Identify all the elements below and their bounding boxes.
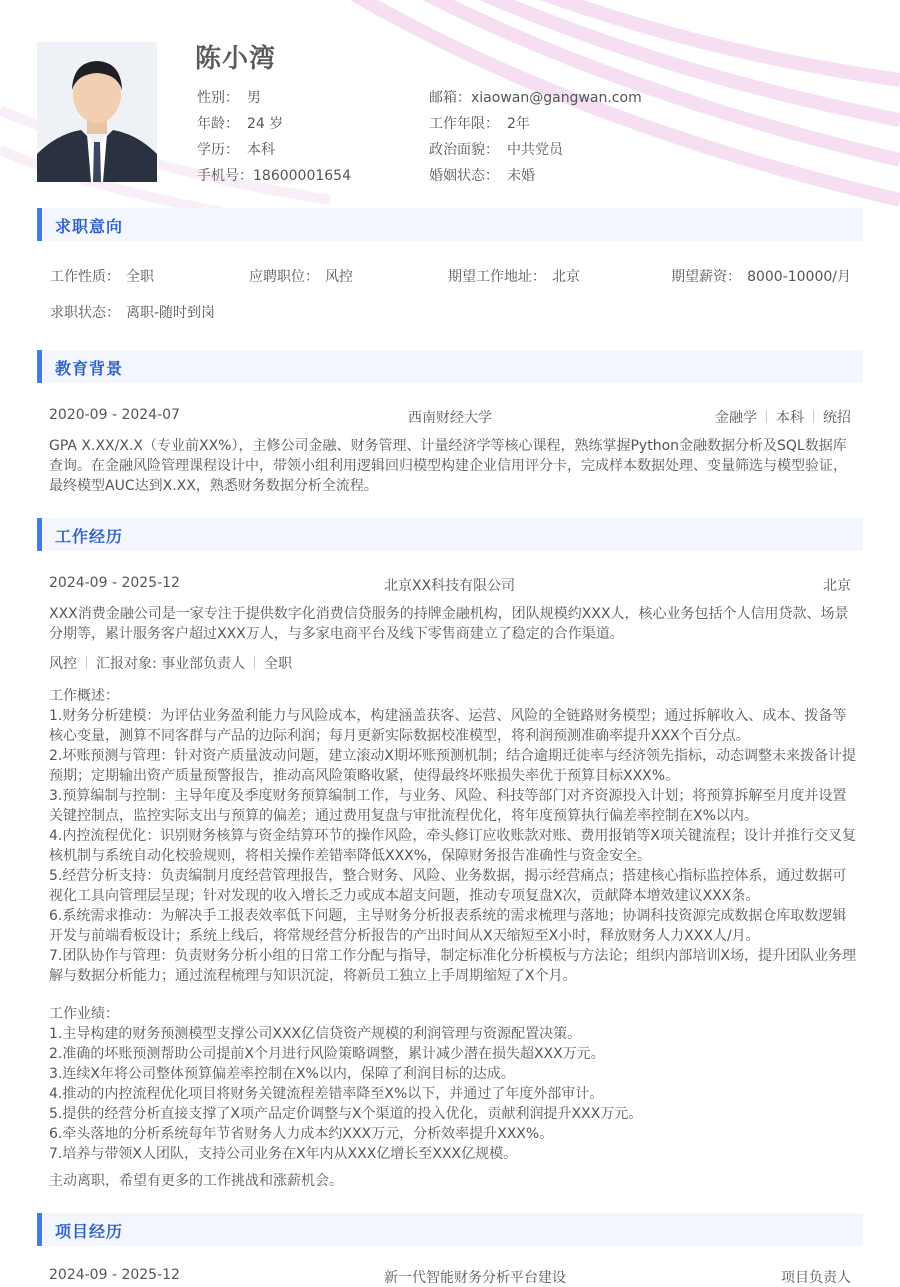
intent-location: 期望工作地址： 北京: [448, 269, 580, 285]
project-name: 新一代智能财务分析平台建设: [384, 1270, 566, 1286]
project-role: 项目负责人: [781, 1270, 851, 1286]
overview-item: 6.系统需求推动：为解决手工报表效率低下问题，主导财务分析报表系统的需求梳理与落地；协调科技资源完成数据仓库取数逻辑开发与前端看板设计；系统上线后，将常规经营分析报告的产出时间从X天缩短至X小时，释放财务人力XXX人/月。: [49, 908, 847, 944]
section-header-education: [37, 350, 863, 383]
section-header-project: [37, 1213, 863, 1246]
education-enroll-type: 统招: [823, 410, 851, 426]
work-overview: [49, 686, 859, 986]
achievement-item: 4.推动的内控流程优化项目将财务关键流程差错率降至X%以下，并通过了年度外部审计。: [49, 1086, 604, 1102]
overview-item: 4.内控流程优化：识别财务核算与资金结算环节的操作风险，牵头修订应收账款对账、费用报销等X项关键流程；设计并推行交叉复核机制与系统自动化校验规则，将相关操作差错率降低XXX%，保障财务报告准确性与资金安全。: [49, 828, 856, 864]
achievement-item: 1.主导构建的财务预测模型支撑公司XXX亿信贷资产规模的利润管理与资源配置决策。: [49, 1026, 582, 1042]
education-major: 金融学: [715, 410, 757, 426]
section-header-work: [37, 518, 863, 551]
work-achievements: [49, 1004, 859, 1164]
section-title: 求职意向: [55, 217, 124, 236]
achievement-item: 3.连续X年将公司整体预算偏差率控制在X%以内，保障了利润目标的达成。: [49, 1066, 515, 1082]
work-company: 北京XX科技有限公司: [384, 578, 516, 594]
info-email: 邮箱：xiaowan@gangwan.com: [429, 90, 642, 106]
education-description: GPA X.XX/X.X（专业前XX%），主修公司金融、财务管理、计量经济学等核心课程，熟练掌握Python金融数据分析及SQL数据库查询。在金融风险管理课程设计中，带领小组利用逻辑回归模型构建企业信用评分卡，完成样本数据处理、变量筛选与模型验证，最终模型AUC达到X.XX，熟悉财务数据分析全流程。: [49, 438, 847, 494]
work-city: 北京: [823, 578, 851, 594]
achievements-title: 工作业绩：: [49, 1006, 119, 1022]
project-period: 2024-09 - 2025-12: [49, 1267, 180, 1283]
overview-item: 3.预算编制与控制：主导年度及季度财务预算编制工作，与业务、风险、科技等部门对齐资源投入计划；将预算拆解至月度并设置关键控制点，监控实际支出与预算的偏差；通过费用复盘与审批流程优化，将年度预算执行偏差率控制在X%以内。: [49, 788, 847, 824]
candidate-name: 陈小湾: [195, 44, 277, 74]
work-tag: 全职: [264, 656, 293, 672]
info-gender: 性别： 男: [197, 90, 261, 106]
intent-salary: 期望薪资： 8000-10000/月: [671, 269, 851, 285]
achievement-item: 6.牵头落地的分析系统每年节省财务人力成本约XXX万元，分析效率提升XXX%。: [49, 1126, 554, 1142]
overview-item: 5.经营分析支持：负责编制月度经营管理报告，整合财务、风险、业务数据，揭示经营痛点；搭建核心指标监控体系，通过数据可视化工具向管理层呈现；针对发现的收入增长乏力或成本超支问题，推动专项复盘X次，贡献降本增效建议XXX条。: [49, 868, 847, 904]
work-tags: [49, 653, 292, 673]
info-marital: 婚姻状态： 未婚: [429, 168, 535, 184]
achievement-item: 5.提供的经营分析直接支撑了X项产品定价调整与X个渠道的投入优化，贡献利润提升XXX万元。: [49, 1106, 643, 1122]
work-company-intro: XXX消费金融公司是一家专注于提供数字化消费信贷服务的持牌金融机构，团队规模约XXX人，核心业务包括个人信用贷款、场景分期等，累计服务客户超过XXX万人，与多家电商平台及线下零售商建立了稳定的合作渠道。: [49, 606, 849, 642]
section-title: 项目经历: [55, 1222, 124, 1241]
achievement-item: 2.准确的坏账预测帮助公司提前X个月进行风险策略调整，累计减少潜在损失超XXX万元。: [49, 1046, 605, 1062]
overview-item: 2.坏账预测与管理：针对资产质量波动问题，建立滚动X期坏账预测机制；结合逾期迁徙率与经济领先指标，动态调整未来拨备计提预期；定期输出资产质量预警报告，推动高风险策略收紧，使得最终坏账损失率优于预算目标XXX%。: [49, 748, 856, 784]
intent-position: 应聘职位： 风控: [249, 269, 353, 285]
info-age: 年龄： 24 岁: [197, 116, 284, 132]
education-degree: 本科: [776, 410, 804, 426]
info-phone: 手机号：18600001654: [197, 168, 351, 184]
overview-item: 7.团队协作与管理：负责财务分析小组的日常工作分配与指导，制定标准化分析模板与方法论；组织内部培训X场，提升团队业务理解与数据分析能力；通过流程梳理与知识沉淀，将新员工独立上手周期缩短了X个月。: [49, 948, 856, 984]
section-title: 工作经历: [55, 527, 124, 546]
work-period: 2024-09 - 2025-12: [49, 575, 180, 591]
achievement-item: 7.培养与带领X人团队，支持公司业务在X年内从XXX亿增长至XXX亿规模。: [49, 1146, 518, 1162]
info-degree: 学历： 本科: [197, 142, 275, 158]
education-tags: [715, 407, 851, 427]
education-school: 西南财经大学: [408, 410, 492, 426]
education-period: 2020-09 - 2024-07: [49, 407, 180, 423]
work-tag: 风控: [49, 656, 77, 672]
work-leave-reason: 主动离职，希望有更多的工作挑战和涨薪机会。: [49, 1173, 343, 1189]
overview-item: 1.财务分析建模：为评估业务盈利能力与风险成本，构建涵盖获客、运营、风险的全链路财务模型；通过拆解收入、成本、拨备等核心变量，测算不同客群与产品的边际利润；每月更新实际数据校准模型，将利润预测准确率提升XXX个百分点。: [49, 708, 847, 744]
intent-nature: 工作性质： 全职: [50, 269, 154, 285]
work-tag: 汇报对象: 事业部负责人: [96, 656, 246, 672]
overview-title: 工作概述：: [49, 688, 119, 704]
avatar: [37, 42, 157, 182]
intent-status: 求职状态： 离职-随时到岗: [50, 305, 216, 321]
info-politics: 政治面貌： 中共党员: [429, 142, 563, 158]
info-years: 工作年限： 2年: [429, 116, 530, 132]
section-title: 教育背景: [55, 359, 124, 378]
section-header-intent: [37, 208, 863, 241]
